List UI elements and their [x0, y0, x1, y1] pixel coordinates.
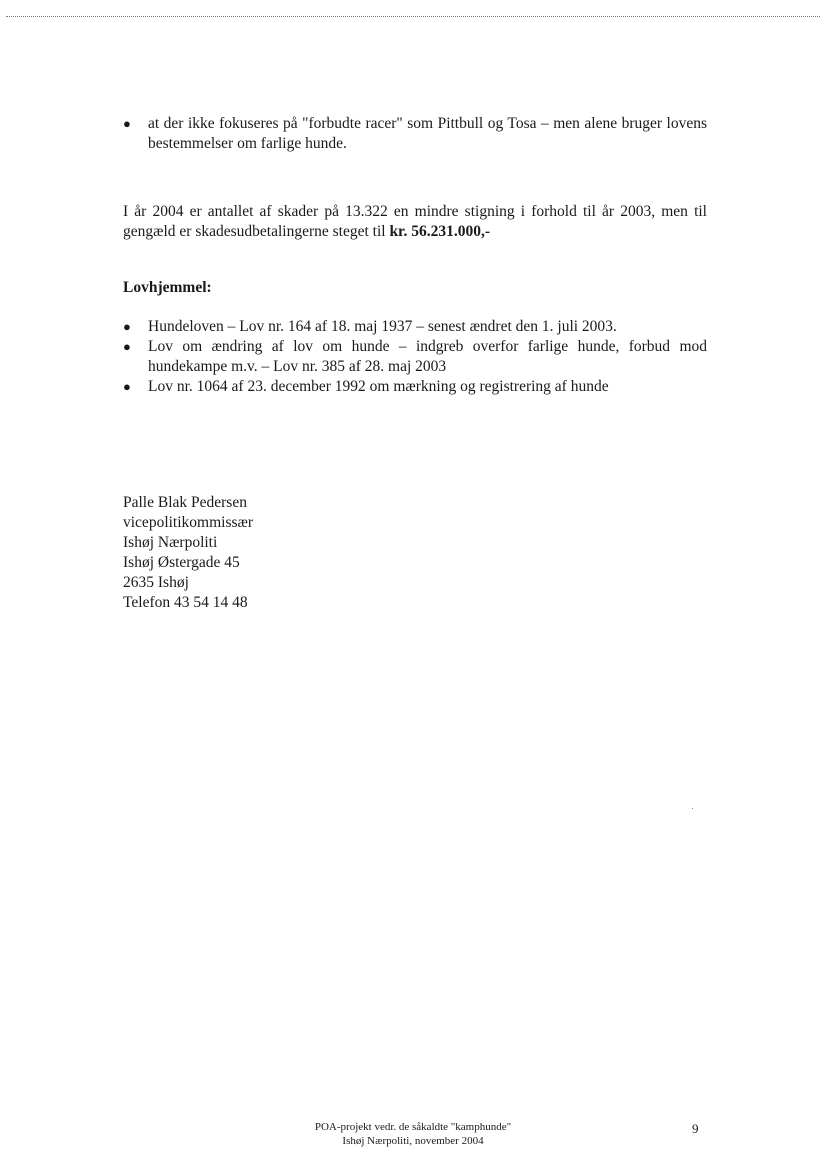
- page-number: 9: [692, 1121, 699, 1136]
- signer-phone: Telefon 43 54 14 48: [123, 594, 248, 611]
- legal-basis-heading: Lovhjemmel:: [123, 279, 212, 296]
- signature-block: [123, 493, 707, 613]
- signer-title: vicepolitikommissær: [123, 514, 254, 531]
- page-body: [123, 114, 707, 613]
- intro-bullet-list: [123, 114, 707, 154]
- signer-unit: Ishøj Nærpoliti: [123, 534, 218, 551]
- legal-basis-list: [123, 317, 707, 397]
- bullet-icon: ●: [123, 116, 131, 131]
- list-item-text: Hundeloven – Lov nr. 164 af 18. maj 1937 – senest ændret den 1. juli 2003.: [148, 318, 617, 335]
- footer-unit-line: Ishøj Nærpoliti, november 2004: [342, 1135, 484, 1147]
- list-item-text: Lov nr. 1064 af 23. december 1992 om mærkning og registrering af hunde: [148, 378, 609, 395]
- bullet-icon: ●: [123, 379, 131, 394]
- list-item: [123, 114, 707, 154]
- list-item-text: Lov om ændring af lov om hunde – indgreb overfor farlige hunde, forbud mod hundekampe m.v. – Lov nr. 385 af 28. maj 2003: [148, 338, 707, 375]
- page-footer: [0, 1120, 826, 1148]
- scan-speck: [692, 808, 693, 809]
- footer-project-line: POA-projekt vedr. de såkaldte "kamphunde": [314, 1121, 512, 1133]
- list-item: [123, 337, 707, 377]
- bullet-icon: ●: [123, 339, 131, 354]
- signer-name: Palle Blak Pedersen: [123, 494, 247, 511]
- list-item: [123, 377, 707, 397]
- list-item: [123, 317, 707, 337]
- bullet-icon: ●: [123, 319, 131, 334]
- list-item-text: at der ikke fokuseres på "forbudte racer" som Pittbull og Tosa – men alene bruger lovens bestemmelser om farlige hunde.: [148, 115, 707, 152]
- damages-text: I år 2004 er antallet af skader på 13.322 en mindre stigning i forhold til år 2003, men til gengæld er skadesudbetalingerne steget til: [123, 203, 707, 240]
- header-dotted-rule: [6, 16, 820, 17]
- damages-paragraph: [123, 202, 707, 242]
- payout-amount: kr. 56.231.000,-: [389, 223, 491, 240]
- signer-street: Ishøj Østergade 45: [123, 554, 240, 571]
- signer-city: 2635 Ishøj: [123, 574, 189, 591]
